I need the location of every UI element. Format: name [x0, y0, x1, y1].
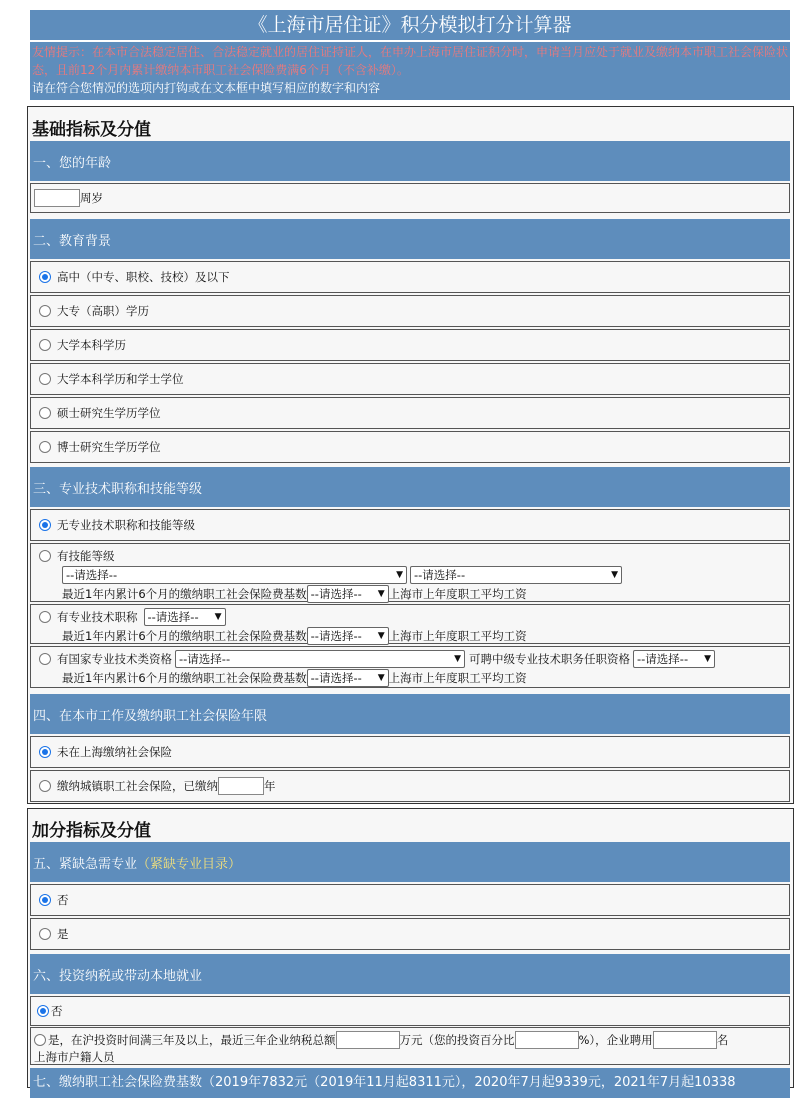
- social-paid-radio[interactable]: [39, 780, 51, 792]
- invest-unit-label: 万元（您的投资百分比: [399, 1032, 515, 1047]
- edu-label-5: 博士研究生学历学位: [57, 440, 161, 454]
- invest-yes-radio[interactable]: [34, 1034, 46, 1046]
- chevron-down-icon: ▼: [377, 672, 385, 683]
- section-education: [30, 219, 790, 259]
- employable-select[interactable]: --请选择-- ▼: [633, 650, 715, 668]
- edu-label-2: 大学本科学历: [57, 338, 126, 352]
- section-skill-title: 三、专业技术职称和技能等级: [33, 481, 203, 497]
- national-base-select[interactable]: --请选择-- ▼: [307, 669, 389, 687]
- national-base-label: 最近1年内累计6个月的缴纳职工社会保险费基数: [62, 670, 307, 685]
- national-row: [30, 646, 790, 688]
- chevron-down-icon: ▼: [377, 630, 385, 641]
- tech-title-radio[interactable]: [39, 611, 51, 623]
- invest-hire-suffix: 名: [716, 1032, 729, 1047]
- skill-level-base-select[interactable]: --请选择-- ▼: [307, 585, 389, 603]
- edu-radio-3[interactable]: [39, 373, 51, 385]
- skill-none-label: 无专业技术职称和技能等级: [57, 518, 195, 532]
- section-shortage: [30, 842, 790, 882]
- edu-radio-2[interactable]: [39, 339, 51, 351]
- national-select[interactable]: --请选择-- ▼: [175, 650, 465, 668]
- social-paid-suffix: 年: [264, 779, 276, 793]
- social-none-radio[interactable]: [39, 746, 51, 758]
- invest-no-label: 否: [51, 1004, 63, 1018]
- skill-level-label: 有技能等级: [57, 548, 115, 563]
- skill-level-base-label: 最近1年内累计6个月的缴纳职工社会保险费基数: [62, 586, 307, 601]
- tips-box: [30, 42, 790, 100]
- invest-pct-label: %），企业聘用: [578, 1032, 653, 1047]
- social-none-label: 未在上海缴纳社会保险: [57, 745, 172, 759]
- shortage-list-link[interactable]: （紧缺专业目录）: [137, 856, 242, 872]
- skill-level-base-suffix: 上海市上年度职工平均工资: [388, 586, 527, 601]
- section-age-title: 一、您的年龄: [33, 155, 112, 171]
- section-social-title: 四、在本市工作及缴纳职工社会保险年限: [33, 708, 268, 724]
- invest-tax-input[interactable]: [336, 1031, 400, 1049]
- invest-hire-input[interactable]: [653, 1031, 717, 1049]
- national-radio[interactable]: [39, 653, 51, 665]
- age-input[interactable]: [34, 189, 80, 207]
- skill-level-select-a[interactable]: --请选择-- ▼: [62, 566, 407, 584]
- shortage-yes-row[interactable]: [30, 918, 790, 950]
- shortage-no-row[interactable]: [30, 884, 790, 916]
- chevron-down-icon: ▼: [377, 588, 385, 599]
- edu-radio-0[interactable]: [39, 271, 51, 283]
- edu-option-3[interactable]: [30, 363, 790, 395]
- tech-title-label: 有专业技术职称: [57, 609, 138, 624]
- tech-title-row: [30, 604, 790, 644]
- tech-title-select[interactable]: --请选择-- ▼: [144, 608, 226, 626]
- national-base-suffix: 上海市上年度职工平均工资: [388, 670, 527, 685]
- age-unit: 周岁: [80, 191, 103, 205]
- shortage-no-radio[interactable]: [39, 894, 51, 906]
- age-row: [30, 183, 790, 213]
- social-years-input[interactable]: [218, 777, 264, 795]
- edu-option-5[interactable]: [30, 431, 790, 463]
- tip-warning: 友情提示：在本市合法稳定居住、合法稳定就业的居住证持证人，在申办上海市居住证积分时，申请当月应处于就业及缴纳本市职工社会保险状态，且前12个月内累计缴纳本市职工社会保险费满6个月（不含补缴）。: [32, 45, 789, 77]
- tech-title-base-select[interactable]: --请选择-- ▼: [307, 627, 389, 645]
- skill-none-row[interactable]: [30, 509, 790, 541]
- shortage-yes-radio[interactable]: [39, 928, 51, 940]
- tech-title-base-suffix: 上海市上年度职工平均工资: [388, 628, 527, 643]
- section-skill: [30, 467, 790, 507]
- social-paid-row: [30, 770, 790, 802]
- chevron-down-icon: ▼: [454, 653, 461, 664]
- skill-level-radio[interactable]: [39, 550, 51, 562]
- edu-radio-4[interactable]: [39, 407, 51, 419]
- invest-no-radio[interactable]: [37, 1005, 49, 1017]
- page-title: 《上海市居住证》积分模拟打分计算器: [30, 10, 790, 40]
- social-paid-label: 缴纳城镇职工社会保险，已缴纳: [57, 779, 218, 793]
- section-invest: [30, 954, 790, 994]
- edu-radio-5[interactable]: [39, 441, 51, 453]
- shortage-no-label: 否: [57, 893, 69, 907]
- shortage-yes-label: 是: [57, 927, 69, 941]
- invest-yes-label: 是，在沪投资时间满三年及以上，最近三年企业纳税总额: [48, 1032, 336, 1047]
- edu-radio-1[interactable]: [39, 305, 51, 317]
- skill-level-select-b[interactable]: --请选择-- ▼: [410, 566, 622, 584]
- section-age: [30, 141, 790, 181]
- chevron-down-icon: ▼: [396, 569, 403, 580]
- edu-option-4[interactable]: [30, 397, 790, 429]
- edu-label-1: 大专（高职）学历: [57, 304, 149, 318]
- chevron-down-icon: ▼: [704, 653, 711, 664]
- edu-option-0[interactable]: [30, 261, 790, 293]
- chevron-down-icon: ▼: [611, 569, 618, 580]
- tech-title-base-label: 最近1年内累计6个月的缴纳职工社会保险费基数: [62, 628, 307, 643]
- section-contribution-title: 七、缴纳职工社会保险费基数（2019年7832元（2019年11月起8311元），2020年7月起9339元，2021年7月起10338: [33, 1075, 736, 1090]
- invest-yes-row: [30, 1027, 790, 1065]
- edu-option-2[interactable]: [30, 329, 790, 361]
- skill-level-row: [30, 543, 790, 602]
- invest-hire-suffix-b: 上海市户籍人员: [34, 1050, 115, 1064]
- chevron-down-icon: ▼: [214, 611, 222, 622]
- national-label: 有国家专业技术类资格: [57, 651, 172, 666]
- edu-label-0: 高中（中专、职校、技校）及以下: [57, 270, 230, 284]
- social-none-row[interactable]: [30, 736, 790, 768]
- edu-option-1[interactable]: [30, 295, 790, 327]
- bonus-heading: 加分指标及分值: [32, 821, 151, 841]
- skill-none-radio[interactable]: [39, 519, 51, 531]
- basic-heading: 基础指标及分值: [32, 120, 151, 140]
- section-education-title: 二、教育背景: [33, 233, 112, 249]
- invest-no-row[interactable]: [30, 996, 790, 1026]
- employable-label: 可聘中级专业技术职务任职资格: [469, 651, 630, 666]
- section-contribution: [30, 1068, 790, 1098]
- edu-label-3: 大学本科学历和学士学位: [57, 372, 184, 386]
- tip-instruction: 请在符合您情况的选项内打钩或在文本框中填写相应的数字和内容: [32, 81, 381, 95]
- invest-pct-input[interactable]: [515, 1031, 579, 1049]
- edu-label-4: 硕士研究生学历学位: [57, 406, 161, 420]
- section-social: [30, 694, 790, 734]
- section-invest-title: 六、投资纳税或带动本地就业: [33, 968, 203, 984]
- section-shortage-title: 五、紧缺急需专业: [33, 856, 138, 872]
